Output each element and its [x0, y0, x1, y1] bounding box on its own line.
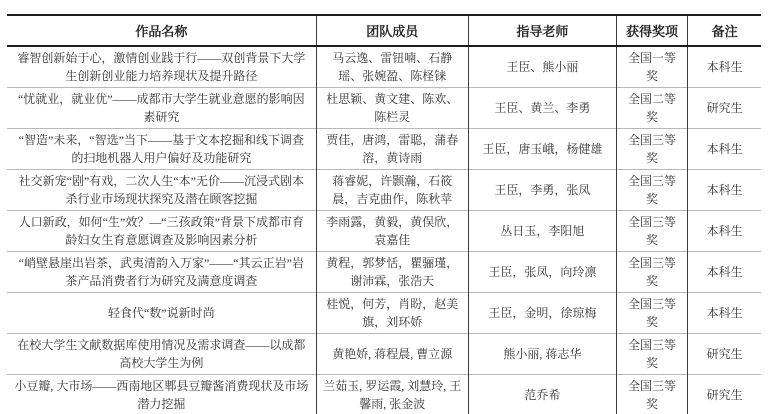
note-cell: 研究生 [688, 88, 761, 129]
note-cell: 本科生 [706, 60, 743, 74]
column-header-award: 获得奖项 [616, 15, 688, 46]
teachers-cell: 丛日玉，李阳旭 [468, 211, 616, 252]
note-cell: 本科生 [688, 252, 761, 293]
work-title-cell: 小豆瓣, 大市场——西南地区郫县豆瓣酱消费现状及市场潜力挖掘 [7, 375, 316, 414]
members-cell: 兰茹玉, 罗运霞, 刘慧玲, 王馨雨, 张金波 [316, 375, 468, 414]
table-row [7, 334, 761, 375]
table-row [7, 46, 761, 88]
table-row [7, 88, 761, 129]
award-results-table [7, 14, 761, 414]
teachers-cell: 王臣，金明，徐琼梅 [468, 293, 616, 334]
table-header [7, 15, 761, 46]
members-cell: 马云逸、雷钮喃、石静瑶、张婉盈、陈柽铼 [316, 46, 468, 88]
award-cell: 全国二等奖 [616, 88, 688, 129]
members-cell: 杜思颖、黄文建、陈欢、陈栏灵 [316, 88, 468, 129]
note-cell: 研究生 [688, 334, 761, 375]
note-cell: 本科生 [688, 129, 761, 170]
header-row [7, 15, 761, 46]
award-cell: 全国三等奖 [616, 293, 688, 334]
note-cell: 本科生 [688, 211, 761, 252]
award-cell: 全国三等奖 [616, 170, 688, 211]
work-title-cell: 轻食代“数”说新时尚 [7, 293, 316, 334]
table-row [7, 293, 761, 334]
award-cell: 全国三等奖 [616, 211, 688, 252]
column-header-note: 备注 [688, 15, 761, 46]
table-body [7, 46, 761, 414]
column-header-work-title: 作品名称 [7, 15, 316, 46]
table-row [7, 170, 761, 211]
note-cell: 本科生 [688, 293, 761, 334]
members-cell: 李雨露，黄毅，黄俣欣，袁嘉佳 [316, 211, 468, 252]
teachers-cell: 王臣、黄兰、李勇 [468, 88, 616, 129]
members-cell: 蒋睿妮，许颢瀚，石筱晨，吉克曲作，陈秋苹 [316, 170, 468, 211]
members-cell: 桂悦，何芳，肖盼，赵美旗，刘环娇 [316, 293, 468, 334]
teachers-cell: 熊小丽, 蒋志华 [468, 334, 616, 375]
members-cell: 黄程，郭梦恬，瞿骊瑾，谢沛霖，张浩天 [316, 252, 468, 293]
note-cell: 本科生 [688, 170, 761, 211]
award-cell: 全国三等奖 [616, 334, 688, 375]
work-title-cell: 睿智创新始于心，激情创业践于行——双创背景下大学生创新创业能力培养现状及提升路径 [7, 46, 316, 88]
column-header-team-members: 团队成员 [316, 15, 468, 46]
table-row [7, 252, 761, 293]
teachers-cell: 王臣，张凤，向玲凛 [468, 252, 616, 293]
members-cell: 贾佳，唐鸿，雷聪，蒲春溶，黄诗雨 [316, 129, 468, 170]
award-cell: 全国一等奖 [616, 46, 688, 88]
members-cell: 黄艳娇, 蒋程晨, 曹立源 [316, 334, 468, 375]
teachers-cell: 王臣，李勇，张凤 [468, 170, 616, 211]
work-title-cell: 人口新政，如何“生”效？—“三孩政策”背景下成都市育龄妇女生育意愿调查及影响因素分析 [7, 211, 316, 252]
work-title-cell: “忧就业，就业优”——成都市大学生就业意愿的影响因素研究 [7, 88, 316, 129]
column-header-advisors: 指导老师 [468, 15, 616, 46]
teachers-cell: 王臣，唐玉峨，杨健雄 [468, 129, 616, 170]
teachers-cell: 范乔希 [468, 375, 616, 414]
table-row [7, 375, 761, 414]
teachers-cell: 王臣、熊小丽 [468, 46, 616, 88]
award-cell: 全国三等奖 [616, 129, 688, 170]
work-title-cell: 社交新宠“剧”有戏，二次人生“本”无价——沉浸式剧本杀行业市场现状探究及潜在顾客挖掘 [7, 170, 316, 211]
table-row [7, 129, 761, 170]
work-title-cell: 在校大学生文献数据库使用情况及需求调查——以成都高校大学生为例 [7, 334, 316, 375]
award-cell: 全国三等奖 [616, 252, 688, 293]
award-cell: 全国三等奖 [616, 375, 688, 414]
table-row [7, 211, 761, 252]
work-title-cell: “智造”未来，“智选”当下——基于文本挖掘和线下调查的扫地机器人用户偏好及功能研究 [7, 129, 316, 170]
note-cell: 研究生 [688, 375, 761, 414]
work-title-cell: “峭壁悬崖出岩茶，武夷清韵入万家”——“其云正岩”岩茶产品消费者行为研究及满意度调查 [7, 252, 316, 293]
